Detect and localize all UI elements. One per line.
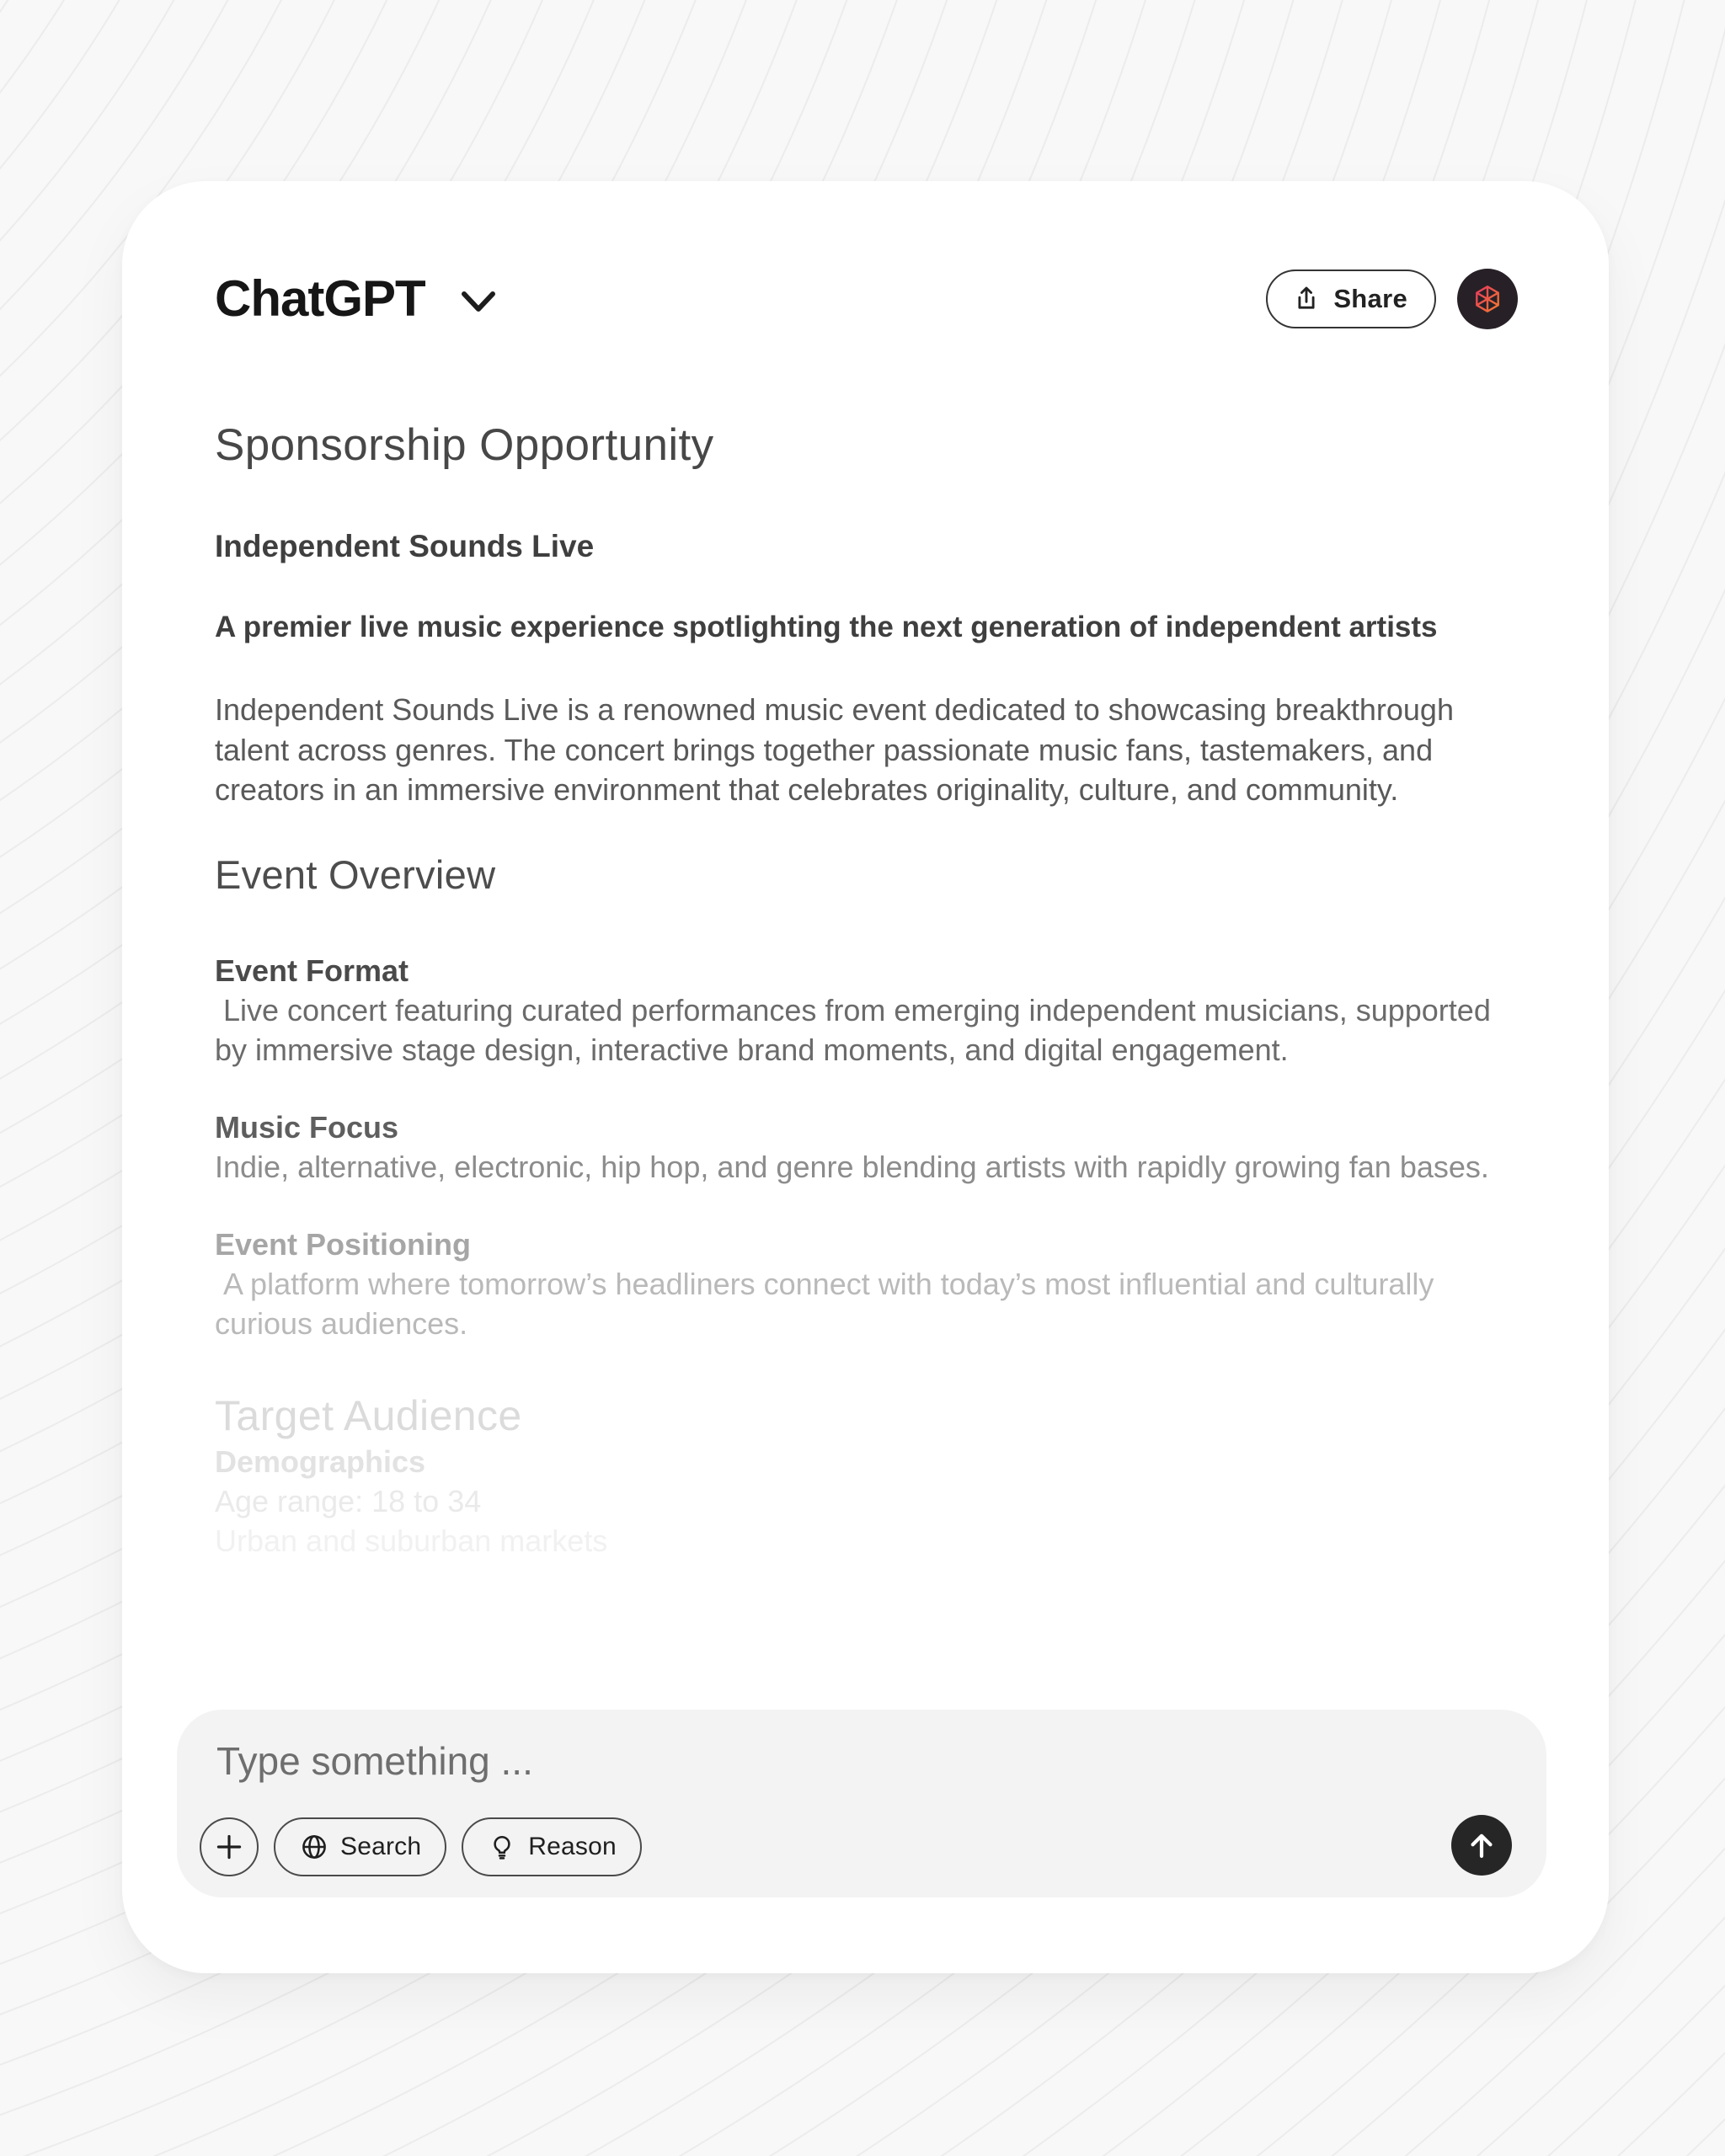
event-format-text: Live concert featuring curated performances from emerging independent musicians, supported by immersive stage design, interactive brand moments, and digital engagement. xyxy=(215,992,1499,1067)
markets-text: Urban and suburban markets xyxy=(215,1523,608,1558)
section-heading-event-overview: Event Overview xyxy=(215,851,496,897)
event-positioning-text: A platform where tomorrow’s headliners connect with today’s most influential and culturally curious audiences. xyxy=(215,1266,1443,1341)
share-button[interactable] xyxy=(1266,270,1436,328)
reason-button-label: Reason xyxy=(528,1833,617,1860)
chevron-down-icon xyxy=(458,288,499,317)
event-format-item xyxy=(215,951,1519,1070)
share-icon xyxy=(1291,284,1322,314)
search-button[interactable] xyxy=(274,1817,446,1876)
composer-actions xyxy=(200,1817,642,1876)
intro-paragraph: Independent Sounds Live is a renowned music event dedicated to showcasing breakthrough talent across genres. The concert brings together passionate music fans, tastemakers, and creators in an immersive environment that celebrates originality, culture, and community. xyxy=(215,692,1454,807)
search-button-label: Search xyxy=(340,1833,422,1860)
globe-icon xyxy=(299,1832,329,1862)
music-focus-item xyxy=(215,1107,1519,1187)
document-title: Sponsorship Opportunity xyxy=(215,420,714,470)
send-button[interactable] xyxy=(1451,1815,1512,1876)
event-positioning-label: Event Positioning xyxy=(215,1226,472,1262)
lightbulb-icon xyxy=(487,1832,517,1862)
demographics-label: Demographics xyxy=(215,1444,426,1479)
age-range-text: Age range: 18 to 34 xyxy=(215,1483,482,1518)
chat-card xyxy=(122,181,1609,1973)
header-bar xyxy=(215,268,1518,330)
music-focus-text: Indie, alternative, electronic, hip hop, and genre blending artists with rapidly growing fan bases. xyxy=(215,1149,1489,1184)
assistant-response-document xyxy=(215,419,1519,1561)
cube-wireframe-icon xyxy=(1469,280,1506,318)
event-positioning-item xyxy=(215,1225,1519,1343)
document-subtitle: Independent Sounds Live xyxy=(215,529,595,563)
plus-icon xyxy=(211,1829,247,1865)
reason-button[interactable] xyxy=(462,1817,642,1876)
share-button-label: Share xyxy=(1333,284,1407,313)
message-composer xyxy=(177,1710,1546,1897)
attach-button[interactable] xyxy=(200,1817,259,1876)
account-avatar-button[interactable] xyxy=(1457,269,1518,329)
event-format-label: Event Format xyxy=(215,953,409,988)
section-heading-target-audience: Target Audience xyxy=(215,1391,522,1439)
music-focus-label: Music Focus xyxy=(215,1109,399,1145)
model-switcher[interactable] xyxy=(215,269,499,329)
arrow-up-icon xyxy=(1463,1827,1500,1864)
app-title: ChatGPT xyxy=(215,270,425,327)
header-actions xyxy=(1266,269,1518,329)
document-tagline: A premier live music experience spotlighting the next generation of independent artists xyxy=(215,611,1438,643)
message-input[interactable] xyxy=(215,1733,1145,1789)
